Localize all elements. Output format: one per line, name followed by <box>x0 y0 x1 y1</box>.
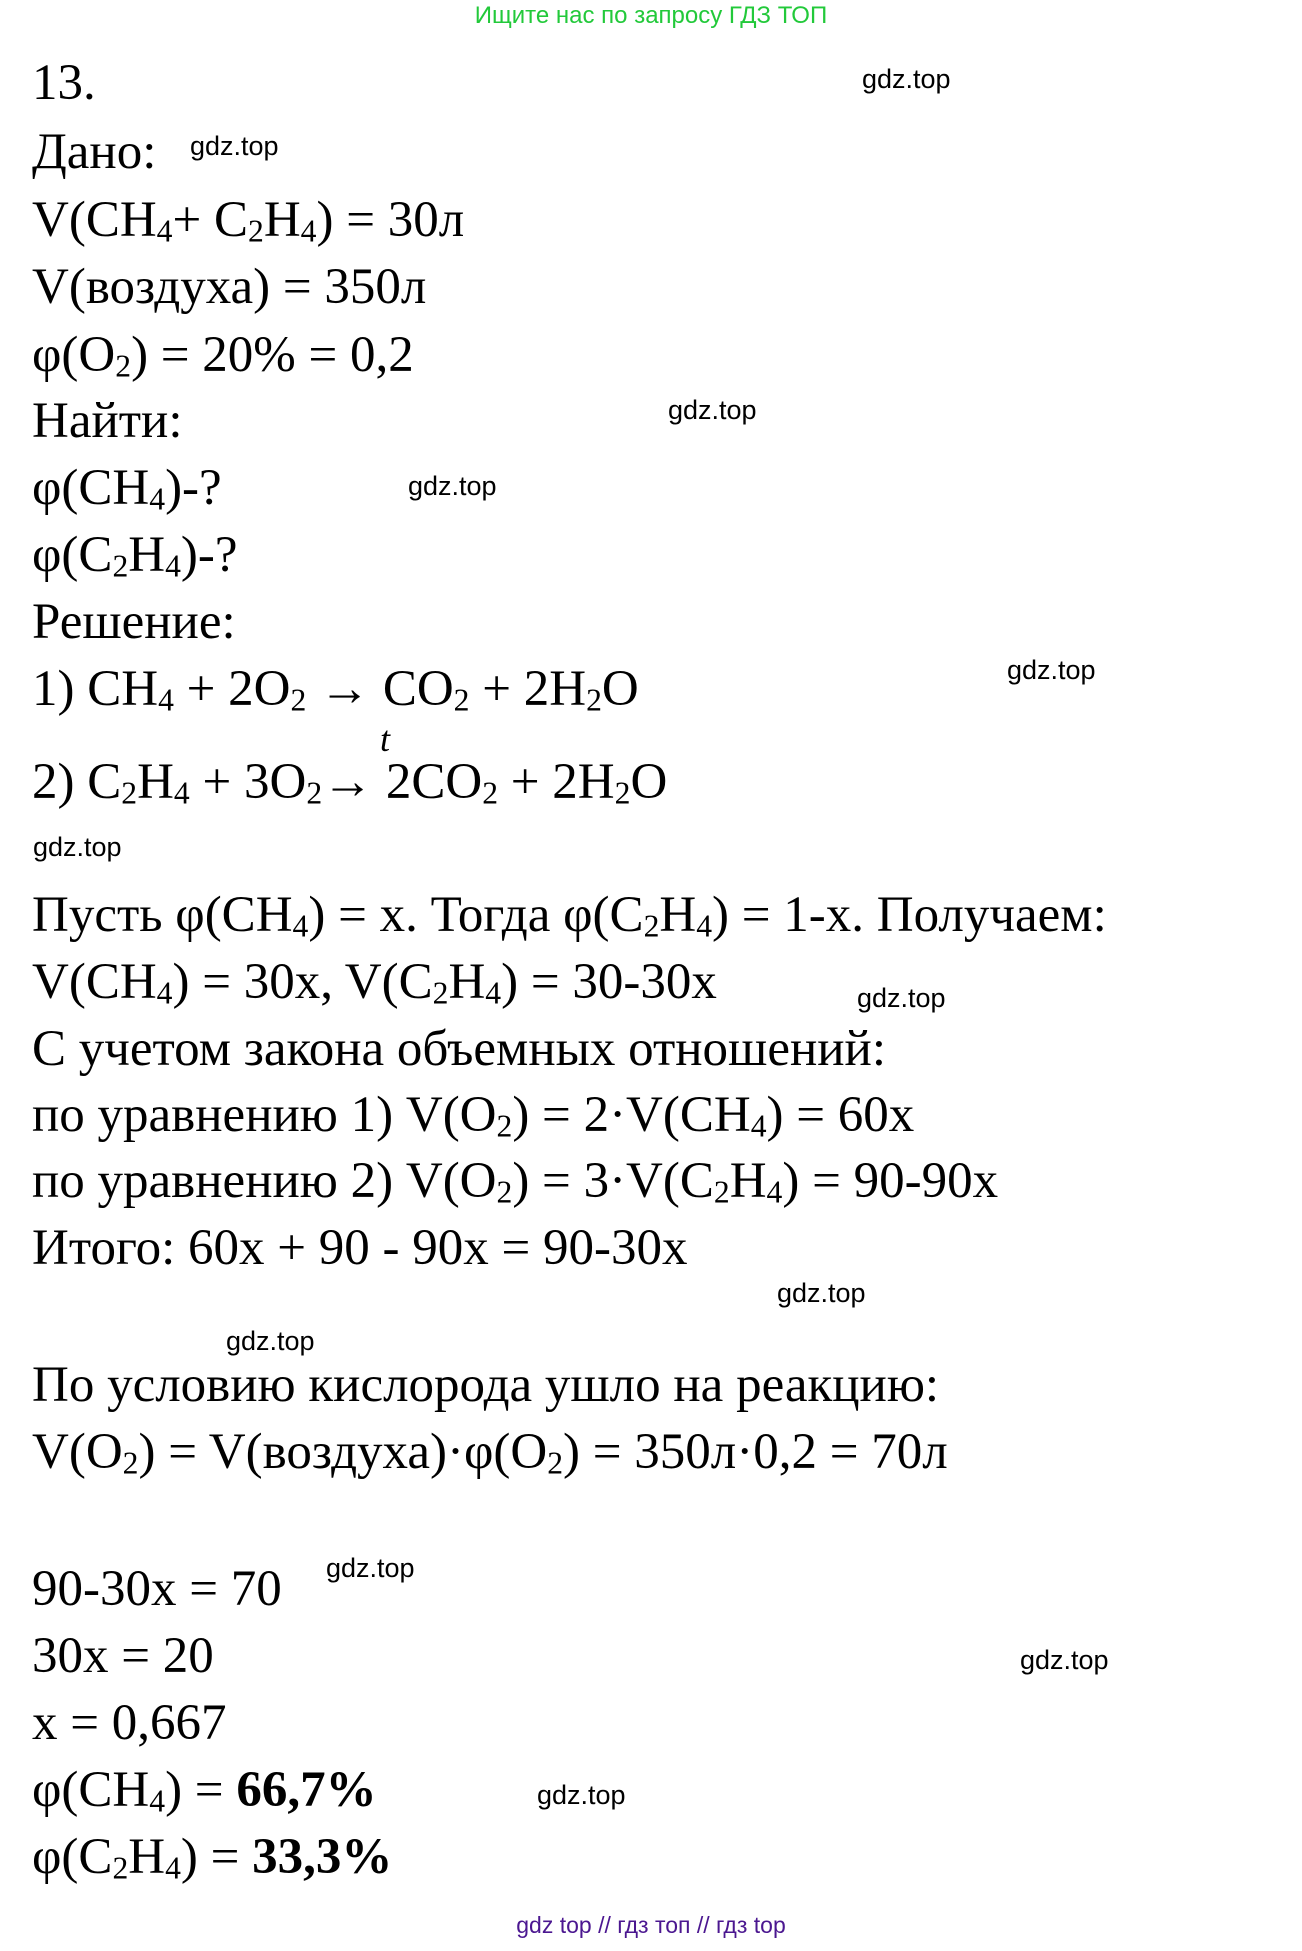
o2-volume-line: $V(O_2)$ = $V(воздуха)\cdot\varphi(O_2) = 350л\cdot 0,2 = 70л$ <box>32 1424 948 1481</box>
problem-number: 13. <box>32 55 96 111</box>
condition-line: По условию кислорода ушло на реакцию: <box>32 1357 940 1413</box>
equation-1-line: по уравнению 1) $V(O_2) = 2\cdot V(CH_4) = 60x$ <box>32 1087 915 1144</box>
find-item-ch4: $\varphi(CH_4)-$? <box>32 460 222 517</box>
given-mix-volume: $V(CH_4+ C_2H_4) = 30л$ <box>32 192 465 249</box>
watermark: gdz.top <box>1007 655 1096 685</box>
footer-links: gdz top // гдз топ // гдз top <box>516 1912 786 1938</box>
answer-c2h4: $\varphi(C_2H_4) = 33,3\%$ <box>32 1829 393 1886</box>
answer-ch4-value: 66,7% <box>236 1762 377 1818</box>
answer-ch4: $\varphi(CH_4) = 66,7\%$ <box>32 1762 377 1819</box>
equation-2-line: по уравнению 2) $V(O_2) = 3\cdot V(C_2H_4) = 90-90x$ <box>32 1153 999 1210</box>
solution-heading: Решение: <box>32 594 236 650</box>
watermark: gdz.top <box>1020 1645 1109 1675</box>
watermark: gdz.top <box>668 395 757 425</box>
given-heading: Дано: <box>32 124 157 180</box>
find-heading: Найти: <box>32 393 183 449</box>
heat-condition-mark: t <box>380 719 391 759</box>
watermark: gdz.top <box>537 1780 626 1810</box>
watermark: gdz.top <box>33 832 122 862</box>
watermark: gdz.top <box>326 1553 415 1583</box>
watermark: gdz.top <box>777 1278 866 1308</box>
answer-c2h4-value: 33,3% <box>252 1829 393 1885</box>
find-item-c2h4: $\varphi(C_2H_4)-$? <box>32 527 238 584</box>
equation-c: x = 0,667 <box>32 1695 227 1751</box>
reaction-1: 1) $CH_4 + 2O_2 \to CO_2 + 2H_2O$ <box>32 661 639 718</box>
watermark: gdz.top <box>408 471 497 501</box>
volumes-line: $V(CH_4) = 30x$, $V(C_2H_4) = 30-30x$ <box>32 954 717 1011</box>
watermark: gdz.top <box>190 131 279 161</box>
watermark: gdz.top <box>226 1326 315 1356</box>
search-banner: Ищите нас по запросу ГДЗ ТОП <box>474 2 828 29</box>
law-line: С учетом закона объемных отношений: <box>32 1021 887 1077</box>
reaction-2: 2) $C_2H_4 + 3O_2\to 2CO_2 + 2H_2O$ <box>32 754 668 811</box>
total-line: Итого: 60x + 90 - 90x = 90-30x <box>32 1220 688 1276</box>
equation-b: 30x = 20 <box>32 1628 214 1684</box>
let-line: Пусть $\varphi(CH_4) = x$. Тогда $\varphi(C_2H_4) = 1-x$. Получаем: <box>32 887 1107 944</box>
given-o2-fraction: $\varphi(O_2) = 20\% = 0,2$ <box>32 327 414 384</box>
watermark: gdz.top <box>862 64 951 94</box>
given-air-volume: V(воздуха) = 350л <box>32 259 427 315</box>
equation-a: 90-30x = 70 <box>32 1561 282 1617</box>
watermark: gdz.top <box>857 983 946 1013</box>
